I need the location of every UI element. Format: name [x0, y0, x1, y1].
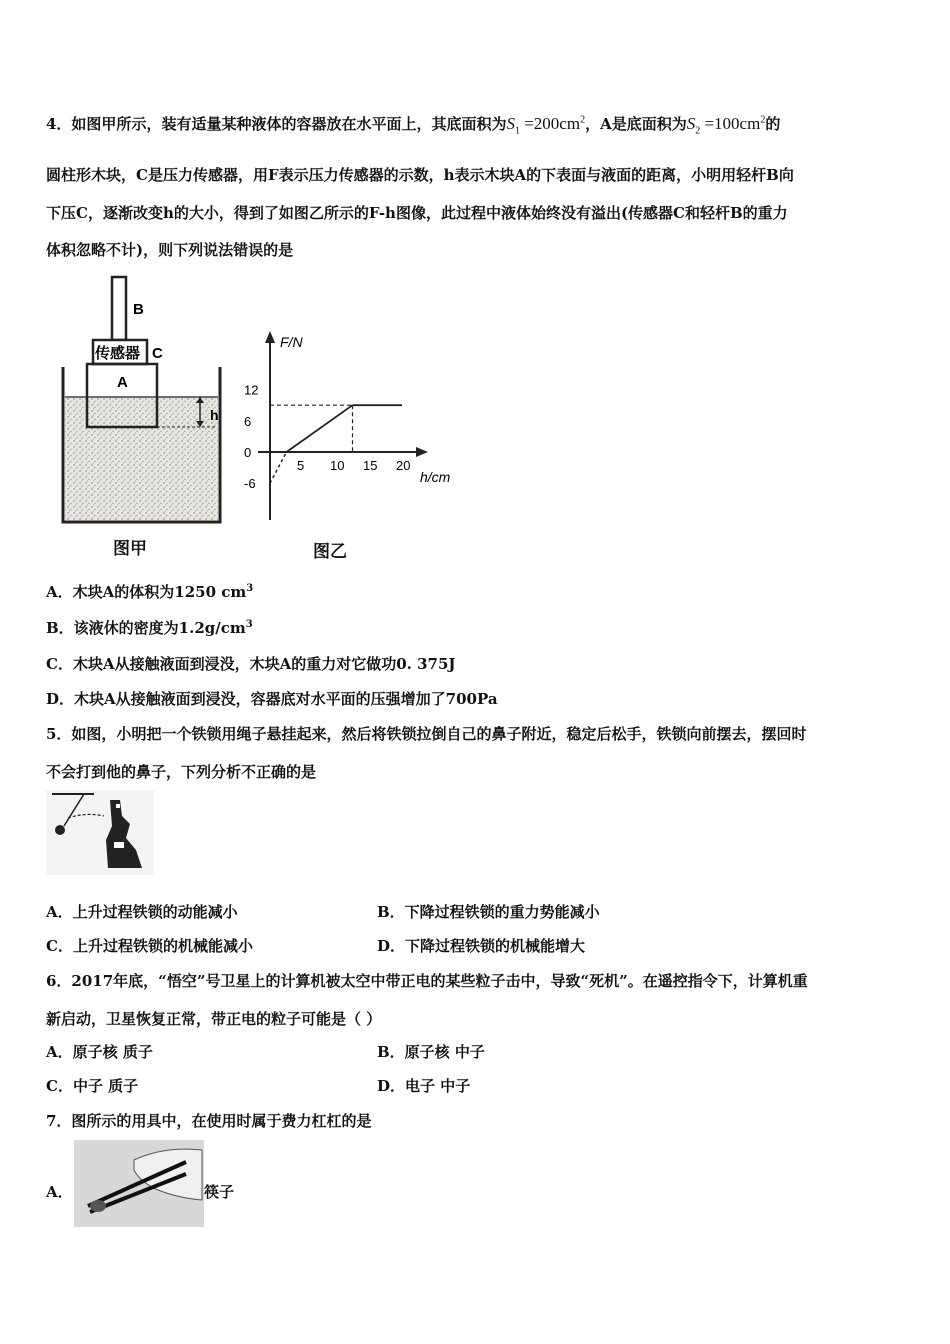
x-axis-label: h/cm [420, 469, 451, 485]
q7-line1: 7．图所示的用具中，在使用时属于费力杠杠的是 [46, 1112, 372, 1130]
rod-b [112, 277, 126, 340]
q4-line2: 圆柱形木块，C是压力传感器，用F表示压力传感器的示数，h表示木块A的下表面与液面的距离，小明用轻杆B向 [46, 166, 794, 184]
sensor-label: 传感器 [95, 345, 141, 362]
q7-option-a-label[interactable]: A． [46, 1183, 73, 1201]
x-tick-label-2: 15 [363, 458, 378, 473]
pendulum-lock-image [46, 790, 154, 875]
q4-option-a[interactable]: A．木块A的体积为1250 $cm^3$ [46, 583, 254, 601]
block-a-label: A [117, 374, 128, 391]
q5-option-c[interactable]: C．上升过程铁锁的机械能减小 [46, 937, 253, 955]
y-tick-label-3: -6 [244, 476, 256, 492]
q5-option-a[interactable]: A．上升过程铁锁的动能减小 [46, 903, 238, 921]
y-tick-label-1: 6 [244, 413, 252, 429]
y-axis-arrow [265, 331, 275, 343]
s1-formula: $S_1 =200cm^2$ [506, 114, 586, 137]
q5-option-d[interactable]: D．下降过程铁锁的机械能增大 [377, 937, 586, 955]
rod-b-label: B [133, 301, 144, 318]
q4-text-1: 4．如图甲所示，装有适量某种液体的容器放在水平面上，其底面积为 [46, 115, 507, 133]
q7-option-a-text[interactable]: 筷子 [204, 1183, 235, 1201]
q6-line1: 6．2017年底，“悟空”号卫星上的计算机被太空中带正电的某些粒子击中，导致“死机”。在遥控指令下，计算机重 [46, 972, 808, 990]
s2-formula: $S_2 =100cm^2$ [686, 114, 766, 137]
q6-option-a[interactable]: A．原子核 质子 [46, 1043, 153, 1061]
sensor-c-label: C [152, 345, 163, 362]
x-tick-label-1: 10 [330, 458, 345, 473]
figure-a-caption: 图甲 [113, 539, 147, 559]
q4-line4: 体积忽略不计)，则下列说法错误的是 [46, 241, 294, 259]
y-tick-label-2: 0 [244, 445, 252, 460]
h-label: h [210, 407, 219, 423]
x-axis-arrow [416, 447, 428, 457]
x-tick-label-0: 5 [297, 458, 305, 473]
q6-option-c[interactable]: C．中子 质子 [46, 1077, 139, 1095]
q6-option-d[interactable]: D．电子 中子 [377, 1077, 471, 1095]
q6-option-b[interactable]: B．原子核 中子 [377, 1043, 485, 1061]
q5-option-b[interactable]: B．下降过程铁锁的重力势能减小 [377, 903, 600, 921]
f-h-chart [238, 325, 470, 530]
y-tick-label-0: 12 [244, 382, 259, 398]
q4-option-c[interactable]: C．木块A从接触液面到浸没，木块A的重力对它做功0. 375J [46, 655, 456, 673]
figure-container-apparatus [55, 272, 235, 527]
q4-option-b[interactable]: B．该液休的密度为$1.2g/cm^3$ [46, 619, 253, 637]
q5-line2: 不会打到他的鼻子，下列分析不正确的是 [46, 763, 317, 781]
figure-b-caption: 图乙 [313, 542, 347, 562]
chopsticks-image [74, 1140, 204, 1227]
q6-line2: 新启动，卫星恢复正常，带正电的粒子可能是（ ） [46, 1010, 382, 1028]
series-segment-dashed [270, 452, 287, 483]
q4-text-3: 的 [765, 115, 781, 133]
y-axis-label: F/N [280, 334, 303, 350]
q4-text-2: ，A是底面积为 [585, 115, 687, 133]
series-segment-rising [287, 405, 353, 452]
q4-line1 [46, 113, 780, 136]
x-tick-label-3: 20 [396, 458, 411, 473]
q4-option-d[interactable]: D．木块A从接触液面到浸没，容器底对水平面的压强增加了700Pa [46, 690, 498, 708]
q5-line1: 5．如图，小明把一个铁锁用绳子悬挂起来，然后将铁锁拉倒自己的鼻子附近，稳定后松手，铁锁向前摆去，摆回时 [46, 725, 807, 743]
q4-line3: 下压C，逐渐改变h的大小，得到了如图乙所示的F-h图像，此过程中液体始终没有溢出(传感器C和轻杆B的重力 [46, 204, 788, 222]
